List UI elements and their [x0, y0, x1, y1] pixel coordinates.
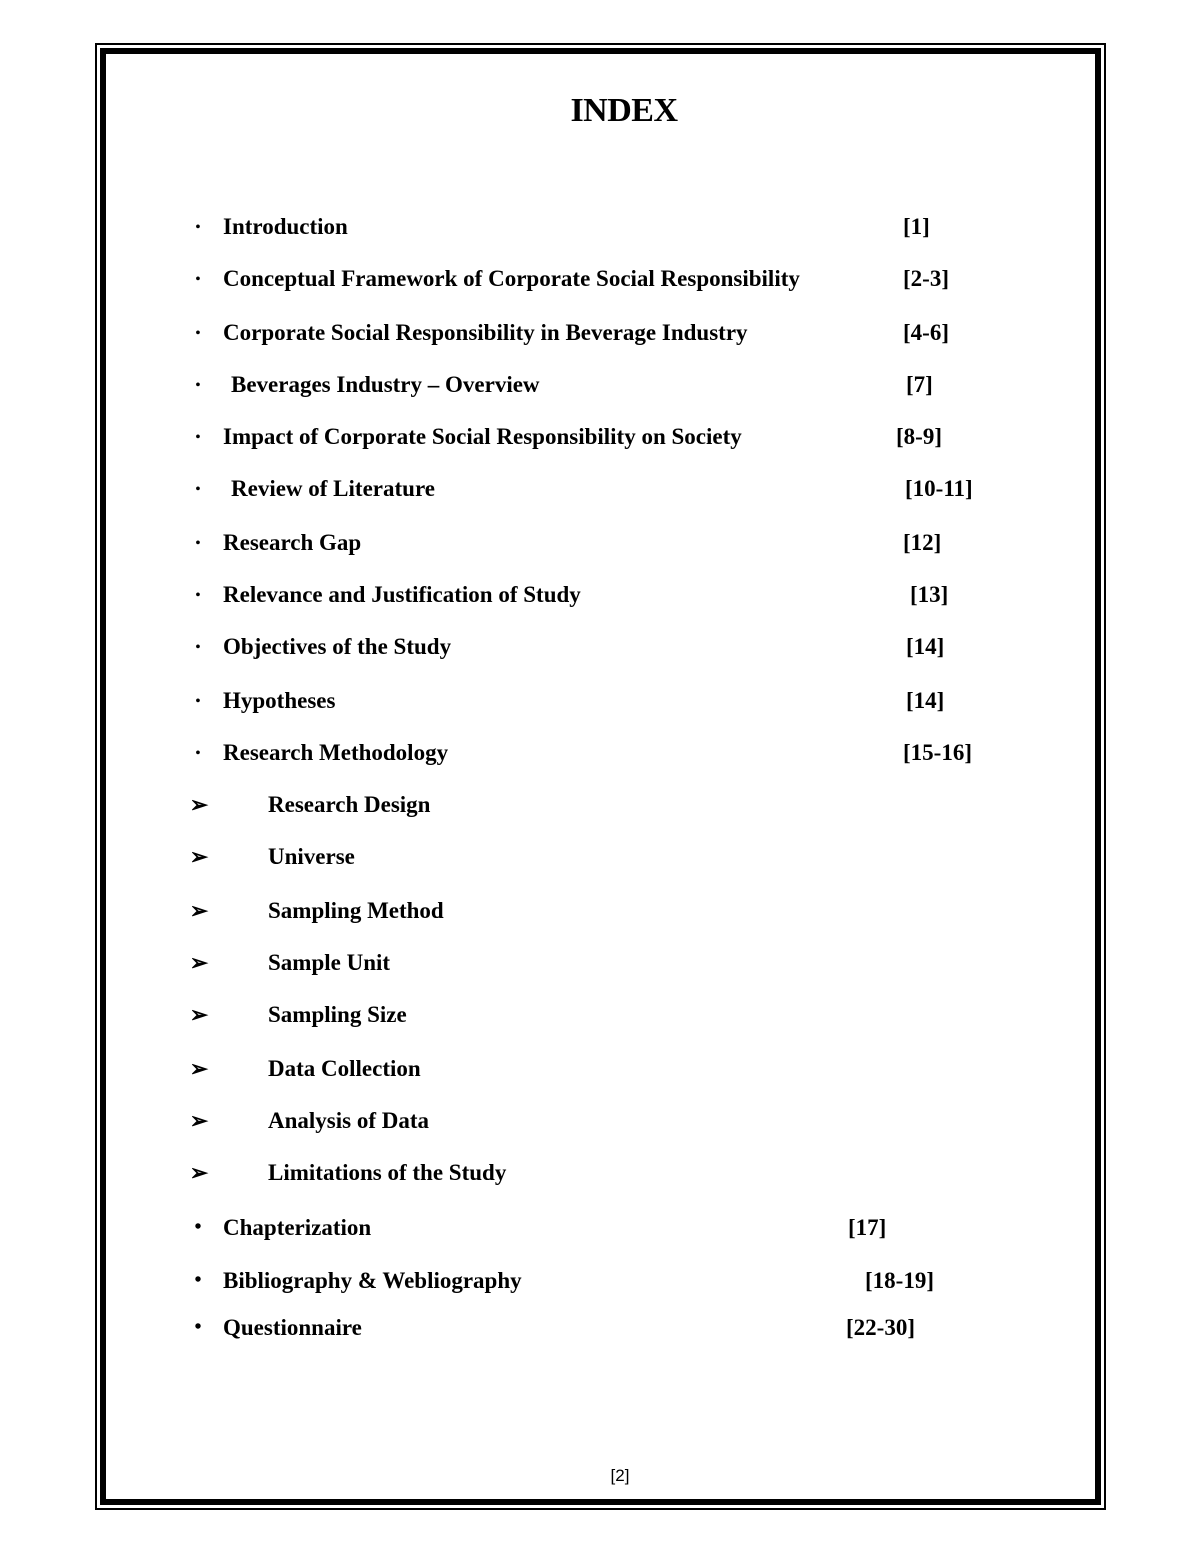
entry-label: Analysis of Data	[268, 1108, 430, 1133]
entry-label: Chapterization	[223, 1215, 372, 1240]
index-entry	[0, 530, 1200, 562]
bullet-icon: •	[195, 746, 201, 761]
bullet-icon: •	[195, 588, 201, 603]
entry-label: Hypotheses	[223, 688, 336, 713]
entry-label: Limitations of the Study	[268, 1160, 507, 1185]
index-entry	[0, 266, 1200, 298]
arrow-bullet-icon: ➢	[189, 1002, 209, 1027]
index-entry	[0, 844, 1200, 876]
entry-pages: [14]	[906, 634, 945, 659]
entry-label: Conceptual Framework of Corporate Social Responsibility	[223, 266, 800, 291]
bullet-icon: •	[195, 430, 201, 445]
entry-label: Corporate Social Responsibility in Beverage Industry	[223, 320, 748, 345]
index-entry	[0, 476, 1200, 508]
bullet-icon: •	[194, 1269, 202, 1291]
index-entry	[0, 372, 1200, 404]
entry-pages: [22-30]	[846, 1315, 915, 1340]
bullet-icon: •	[195, 536, 201, 551]
index-entry	[0, 1268, 1200, 1300]
index-entry	[0, 634, 1200, 666]
arrow-bullet-icon: ➢	[189, 1160, 209, 1185]
entry-pages: [18-19]	[865, 1268, 934, 1293]
index-entry	[0, 792, 1200, 824]
index-entry	[0, 1056, 1200, 1088]
entry-label: Bibliography & Webliography	[223, 1268, 522, 1293]
bullet-icon: •	[195, 326, 201, 341]
page-title: INDEX	[570, 92, 678, 129]
index-entry	[0, 1002, 1200, 1034]
index-entry	[0, 1215, 1200, 1247]
bullet-icon: •	[195, 640, 201, 655]
entry-pages: [15-16]	[903, 740, 972, 765]
arrow-bullet-icon: ➢	[189, 1108, 209, 1133]
entry-label: Sampling Method	[268, 898, 444, 923]
entry-pages: [10-11]	[905, 476, 973, 501]
entry-pages: [8-9]	[896, 424, 942, 449]
arrow-bullet-icon: ➢	[189, 844, 209, 869]
entry-pages: [7]	[906, 372, 933, 397]
bullet-icon: •	[195, 482, 201, 497]
arrow-bullet-icon: ➢	[189, 898, 209, 923]
entry-label: Questionnaire	[223, 1315, 362, 1340]
index-entry	[0, 424, 1200, 456]
entry-label: Research Design	[268, 792, 431, 817]
entry-label: Research Methodology	[223, 740, 449, 765]
bullet-icon: •	[195, 220, 201, 235]
entry-label: Data Collection	[268, 1056, 421, 1081]
bullet-icon: •	[195, 272, 201, 287]
bullet-icon: •	[195, 378, 201, 393]
entry-pages: [2-3]	[903, 266, 949, 291]
index-entry	[0, 1108, 1200, 1140]
entry-label: Sample Unit	[268, 950, 391, 975]
entry-pages: [17]	[848, 1215, 887, 1240]
arrow-bullet-icon: ➢	[189, 792, 209, 817]
entry-label: Universe	[268, 844, 355, 869]
index-entry	[0, 582, 1200, 614]
entry-label: Research Gap	[223, 530, 362, 555]
entry-pages: [13]	[910, 582, 949, 607]
entry-label: Sampling Size	[268, 1002, 407, 1027]
index-entry	[0, 688, 1200, 720]
entry-pages: [1]	[903, 214, 930, 239]
entry-label: Beverages Industry – Overview	[231, 372, 540, 397]
index-entry	[0, 1315, 1200, 1347]
index-entry	[0, 950, 1200, 982]
index-entry	[0, 898, 1200, 930]
arrow-bullet-icon: ➢	[189, 950, 209, 975]
index-entry	[0, 320, 1200, 352]
entry-label: Impact of Corporate Social Responsibility on Society	[223, 424, 742, 449]
entry-label: Relevance and Justification of Study	[223, 582, 581, 607]
bullet-icon: •	[194, 1316, 202, 1338]
entry-label: Objectives of the Study	[223, 634, 452, 659]
page-number: [2]	[610, 1466, 630, 1485]
entry-pages: [12]	[903, 530, 942, 555]
index-entry	[0, 214, 1200, 246]
bullet-icon: •	[194, 1216, 202, 1238]
entry-label: Review of Literature	[231, 476, 435, 501]
arrow-bullet-icon: ➢	[189, 1056, 209, 1081]
bullet-icon: •	[195, 694, 201, 709]
index-entry	[0, 1160, 1200, 1192]
entry-label: Introduction	[223, 214, 348, 239]
index-entry	[0, 740, 1200, 772]
entry-pages: [4-6]	[903, 320, 949, 345]
entry-pages: [14]	[906, 688, 945, 713]
